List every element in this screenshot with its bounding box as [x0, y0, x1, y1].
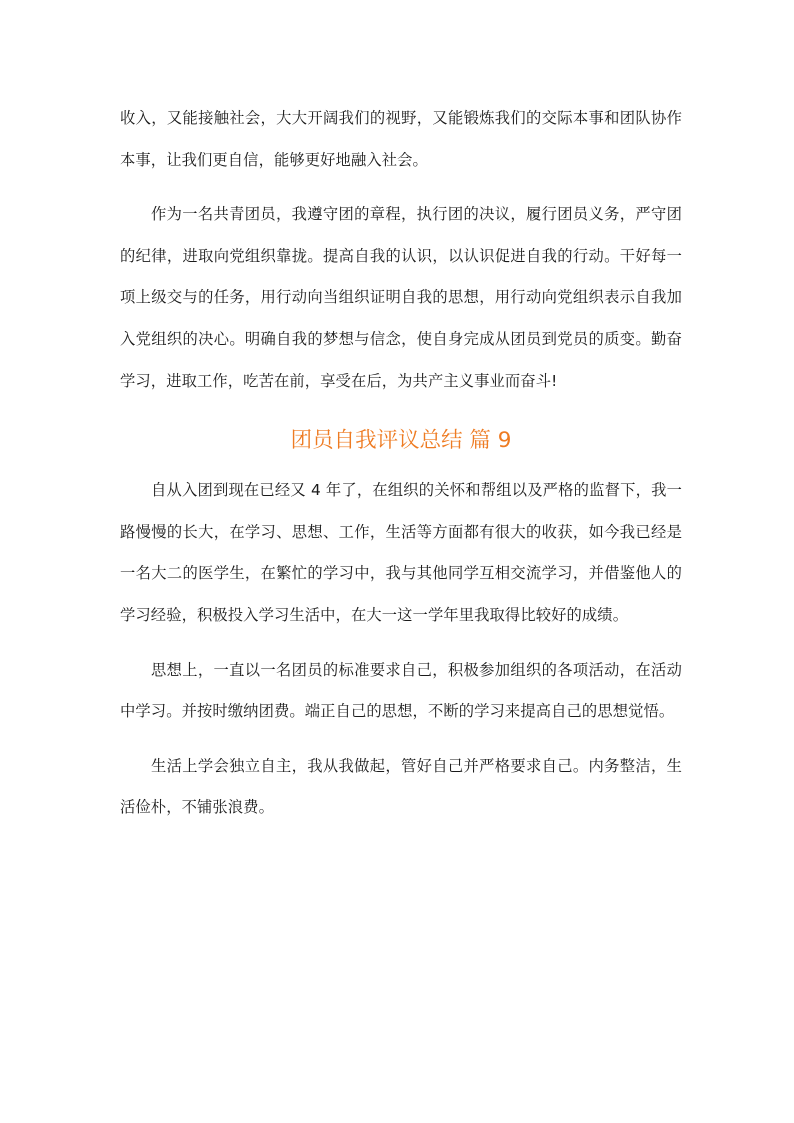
paragraph-since-joining: 自从入团到现在已经又 4 年了，在组织的关怀和帮组以及严格的监督下，我一路慢慢的长大，在学习、思想、工作，生活等方面都有很大的收获，如今我已经是一名大二的医学生，在繁忙的学习中，我与其他同学互相交流学习，并借鉴他人的学习经验，积极投入学习生活中，在大一这一学年里我取得比较好的成绩。: [120, 481, 682, 624]
paragraph-continuation: 收入，又能接触社会，大大开阔我们的视野，又能锻炼我们的交际本事和团队协作本事，让我们更自信，能够更好地融入社会。: [120, 109, 682, 169]
paragraph-life: 生活上学会独立自主，我从我做起，管好自己并严格要求自己。内务整洁，生活俭朴，不铺张浪费。: [120, 756, 682, 817]
paragraph-league-member-duties: 作为一名共青团员，我遵守团的章程，执行团的决议，履行团员义务，严守团的纪律，进取向党组织靠拢。提高自我的认识，以认识促进自我的行动。干好每一项上级交与的任务，用行动向当组织证明自我的思想，用行动向党组织表示自我加入党组织的决心。明确自我的梦想与信念，使自身完成从团员到党员的质变。勤奋学习，进取工作，吃苦在前，享受在后，为共产主义事业而奋斗!: [120, 205, 682, 390]
paragraph-thought: 思想上，一直以一名团员的标准要求自己，积极参加组织的各项活动，在活动中学习。并按时缴纳团费。端正自己的思想，不断的学习来提高自己的思想觉悟。: [120, 660, 682, 721]
section-heading: 团员自我评议总结 篇 9: [290, 428, 512, 454]
document-page: [120, 98, 682, 829]
